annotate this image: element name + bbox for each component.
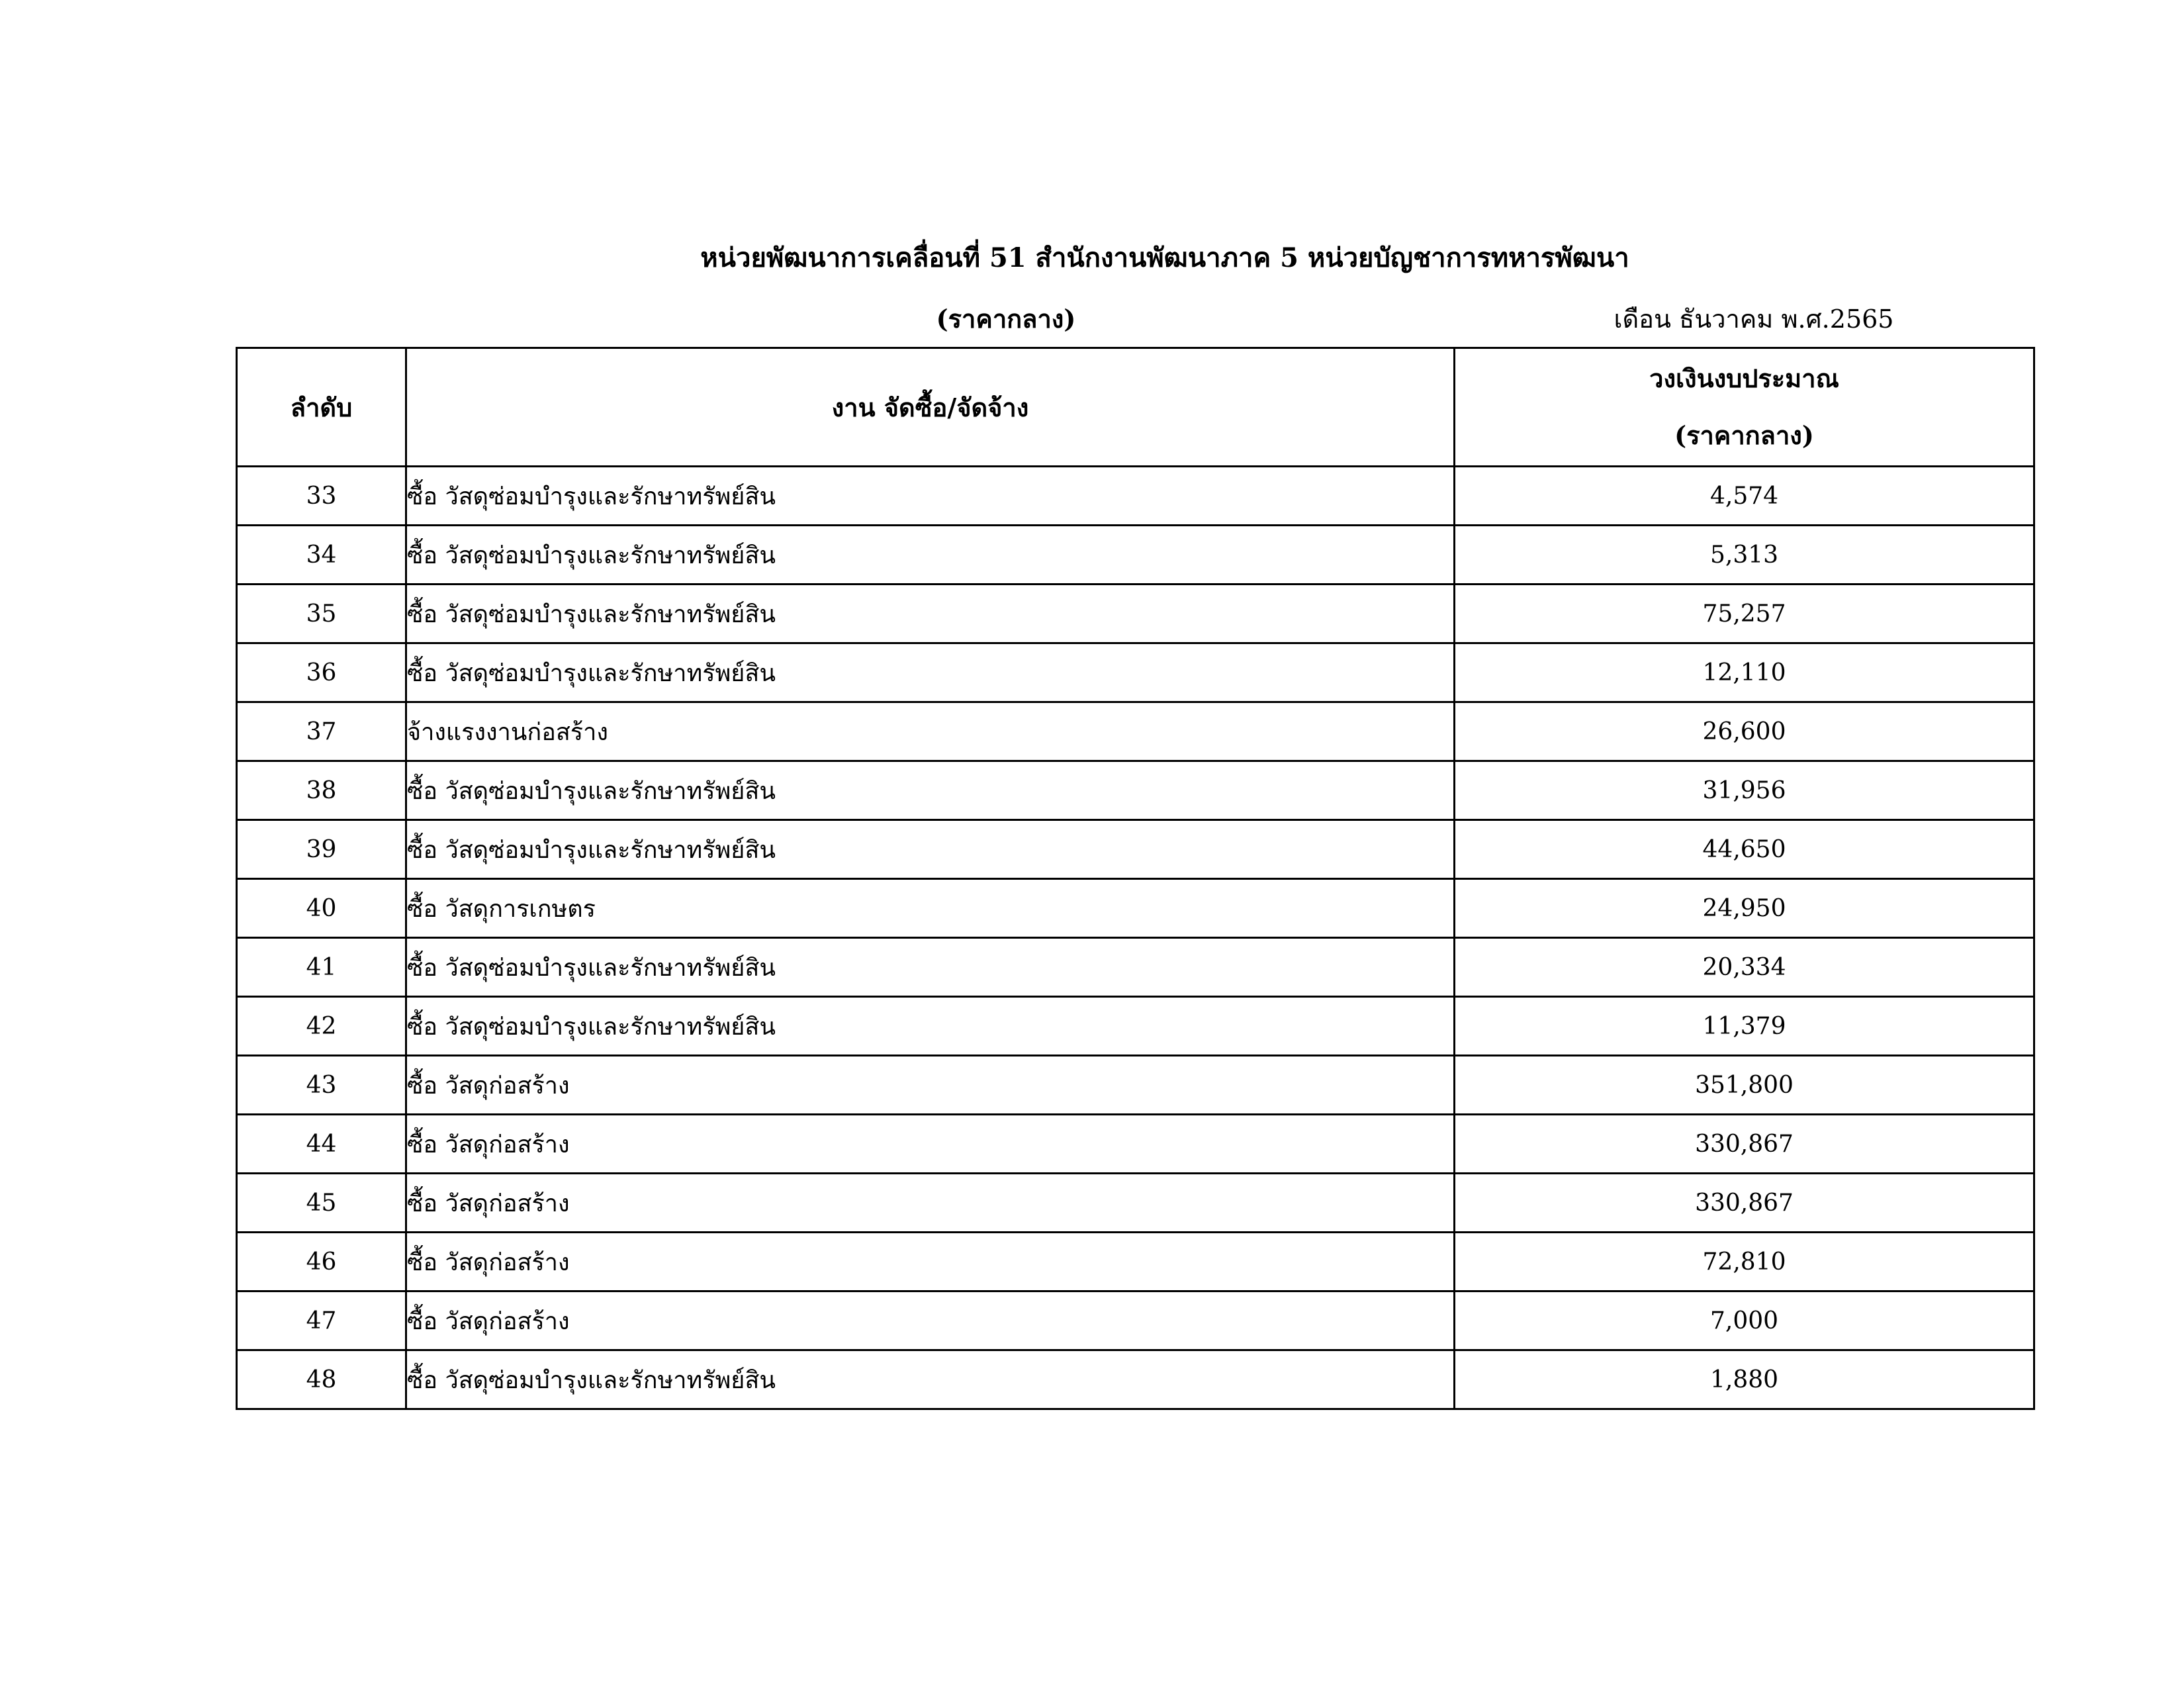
table-row	[237, 938, 2034, 997]
row-work-description: ซื้อ วัสดุซ่อมบำรุงและรักษาทรัพย์สิน	[406, 643, 1455, 702]
row-number: 34	[237, 526, 406, 585]
row-number: 33	[237, 467, 406, 526]
row-work-description: ซื้อ วัสดุซ่อมบำรุงและรักษาทรัพย์สิน	[406, 467, 1455, 526]
table-row	[237, 1233, 2034, 1291]
table-row	[237, 820, 2034, 879]
table-row	[237, 761, 2034, 820]
table-row	[237, 1350, 2034, 1409]
column-header-budget-line2: (ราคากลาง)	[1674, 420, 1814, 450]
table-row	[237, 1056, 2034, 1115]
report-month: เดือน ธันวาคม พ.ศ.2565	[1614, 305, 1894, 334]
row-work-description: ซื้อ วัสดุซ่อมบำรุงและรักษาทรัพย์สิน	[406, 1350, 1455, 1409]
row-work-description: ซื้อ วัสดุก่อสร้าง	[406, 1233, 1455, 1291]
row-number: 37	[237, 702, 406, 761]
row-number: 43	[237, 1056, 406, 1115]
column-header-no: ลำดับ	[237, 348, 406, 467]
table-body	[237, 467, 2034, 1409]
row-number: 48	[237, 1350, 406, 1409]
column-header-budget	[1455, 348, 2034, 467]
row-budget-amount: 26,600	[1455, 702, 2034, 761]
row-number: 39	[237, 820, 406, 879]
row-number: 47	[237, 1291, 406, 1350]
row-work-description: ซื้อ วัสดุซ่อมบำรุงและรักษาทรัพย์สิน	[406, 585, 1455, 643]
table-row	[237, 1115, 2034, 1174]
row-number: 46	[237, 1233, 406, 1291]
table-row	[237, 467, 2034, 526]
row-work-description: ซื้อ วัสดุการเกษตร	[406, 879, 1455, 938]
table-row	[237, 526, 2034, 585]
row-number: 45	[237, 1174, 406, 1233]
row-budget-amount: 12,110	[1455, 643, 2034, 702]
row-number: 44	[237, 1115, 406, 1174]
row-work-description: ซื้อ วัสดุซ่อมบำรุงและรักษาทรัพย์สิน	[406, 820, 1455, 879]
row-work-description: ซื้อ วัสดุซ่อมบำรุงและรักษาทรัพย์สิน	[406, 997, 1455, 1056]
table-row	[237, 643, 2034, 702]
row-budget-amount: 75,257	[1455, 585, 2034, 643]
row-budget-amount: 330,867	[1455, 1115, 2034, 1174]
row-work-description: ซื้อ วัสดุก่อสร้าง	[406, 1291, 1455, 1350]
row-budget-amount: 20,334	[1455, 938, 2034, 997]
row-number: 42	[237, 997, 406, 1056]
row-number: 40	[237, 879, 406, 938]
table-row	[237, 702, 2034, 761]
row-work-description: ซื้อ วัสดุซ่อมบำรุงและรักษาทรัพย์สิน	[406, 526, 1455, 585]
table-header-row	[237, 348, 2034, 467]
row-number: 38	[237, 761, 406, 820]
table-row	[237, 585, 2034, 643]
row-number: 41	[237, 938, 406, 997]
row-work-description: ซื้อ วัสดุซ่อมบำรุงและรักษาทรัพย์สิน	[406, 761, 1455, 820]
column-header-work: งาน จัดซื้อ/จัดจ้าง	[406, 348, 1455, 467]
row-number: 35	[237, 585, 406, 643]
row-work-description: ซื้อ วัสดุก่อสร้าง	[406, 1056, 1455, 1115]
row-budget-amount: 24,950	[1455, 879, 2034, 938]
table-row	[237, 1174, 2034, 1233]
row-number: 36	[237, 643, 406, 702]
row-budget-amount: 4,574	[1455, 467, 2034, 526]
row-budget-amount: 11,379	[1455, 997, 2034, 1056]
row-work-description: ซื้อ วัสดุซ่อมบำรุงและรักษาทรัพย์สิน	[406, 938, 1455, 997]
row-budget-amount: 7,000	[1455, 1291, 2034, 1350]
table-row	[237, 997, 2034, 1056]
row-work-description: ซื้อ วัสดุก่อสร้าง	[406, 1115, 1455, 1174]
table-row	[237, 1291, 2034, 1350]
row-budget-amount: 1,880	[1455, 1350, 2034, 1409]
row-work-description: ซื้อ วัสดุก่อสร้าง	[406, 1174, 1455, 1233]
document-subtitle: (ราคากลาง)	[936, 304, 1076, 334]
row-work-description: จ้างแรงงานก่อสร้าง	[406, 702, 1455, 761]
row-budget-amount: 330,867	[1455, 1174, 2034, 1233]
row-budget-amount: 351,800	[1455, 1056, 2034, 1115]
row-budget-amount: 72,810	[1455, 1233, 2034, 1291]
document-title: หน่วยพัฒนาการเคลื่อนที่ 51 สำนักงานพัฒนาภาค 5 หน่วยบัญชาการทหารพัฒนา	[700, 242, 1629, 273]
row-budget-amount: 44,650	[1455, 820, 2034, 879]
procurement-table	[236, 347, 2035, 1410]
row-budget-amount: 5,313	[1455, 526, 2034, 585]
table-row	[237, 879, 2034, 938]
column-header-budget-line1: วงเงินงบประมาณ	[1649, 363, 1839, 393]
row-budget-amount: 31,956	[1455, 761, 2034, 820]
